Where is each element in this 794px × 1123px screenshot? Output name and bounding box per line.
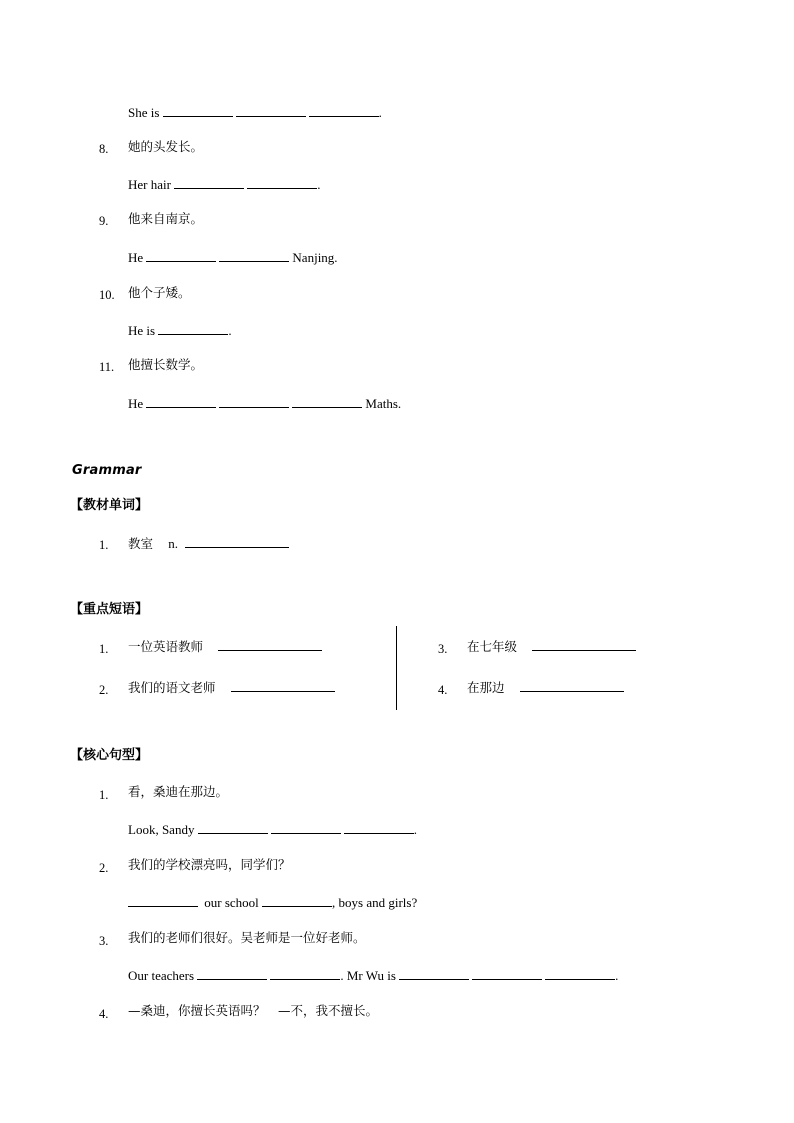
item-prompt: 他来自南京。 (128, 211, 204, 226)
answer-blank[interactable] (174, 176, 244, 189)
answer-blank[interactable] (236, 104, 306, 117)
answer-blank[interactable] (219, 249, 289, 262)
answer-blank[interactable] (198, 821, 268, 834)
answer-blank[interactable] (520, 679, 624, 692)
answer-prefix: Look, Sandy (128, 822, 195, 837)
item-prompt: 她的头发长。 (128, 139, 204, 154)
answer-suffix: Maths. (365, 396, 402, 411)
phrase-text: 在那边 (467, 680, 505, 695)
item-number: 1. (99, 538, 109, 552)
answer-blank[interactable] (271, 821, 341, 834)
answer-line-9 (128, 249, 338, 266)
answer-blank[interactable] (270, 967, 340, 980)
vocab-word: 教室 (128, 536, 154, 551)
answer-blank[interactable] (545, 967, 615, 980)
answer-blank[interactable] (219, 395, 289, 408)
answer-blank[interactable] (197, 967, 267, 980)
item-number: 2. (99, 683, 109, 697)
answer-prefix: He (128, 396, 144, 411)
item-prompt: 他擅长数学。 (128, 357, 204, 372)
answer-suffix: Nanjing. (292, 250, 338, 265)
answer-line-8 (128, 176, 320, 193)
answer-blank[interactable] (292, 395, 362, 408)
answer-blank[interactable] (146, 249, 216, 262)
answer-blank[interactable] (218, 638, 322, 651)
answer-mid: our school (204, 895, 259, 910)
item-number: 1. (99, 788, 109, 802)
item-number: 1. (99, 642, 109, 656)
phrase-text: 在七年级 (467, 639, 518, 654)
item-number: 4. (99, 1007, 109, 1021)
answer-prefix: He is (128, 323, 156, 338)
answer-mid: . Mr Wu is (340, 968, 396, 983)
heading-vocab: 【教材单词】 (70, 498, 149, 513)
phrase-line (467, 679, 627, 696)
column-divider (396, 626, 397, 710)
item-number: 11. (99, 360, 115, 374)
answer-line (128, 967, 618, 984)
answer-suffix: . (615, 968, 619, 983)
answer-blank[interactable] (158, 322, 228, 335)
item-number: 10. (99, 288, 115, 302)
item-number: 3. (438, 642, 448, 656)
answer-suffix: . (413, 822, 417, 837)
section-title-grammar: Grammar (72, 463, 142, 478)
item-number: 4. (438, 683, 448, 697)
answer-blank[interactable] (472, 967, 542, 980)
answer-blank[interactable] (247, 176, 317, 189)
answer-blank[interactable] (146, 395, 216, 408)
vocab-pos: n. (168, 536, 179, 551)
item-prompt: —桑迪，你擅长英语吗？ —不，我不擅长。 (128, 1003, 379, 1018)
vocab-line (128, 535, 292, 552)
answer-line-7 (128, 104, 382, 121)
heading-phrases: 【重点短语】 (70, 602, 149, 617)
answer-prefix: He (128, 250, 144, 265)
answer-prefix: She is (128, 105, 160, 120)
item-number: 9. (99, 214, 109, 228)
answer-suffix: . (228, 323, 232, 338)
answer-blank[interactable] (344, 821, 414, 834)
answer-suffix: . (317, 177, 321, 192)
answer-line-10 (128, 322, 232, 339)
item-prompt: 我们的学校漂亮吗，同学们？ (128, 857, 291, 872)
answer-line (128, 894, 417, 911)
item-number: 2. (99, 861, 109, 875)
answer-blank[interactable] (532, 638, 636, 651)
answer-blank[interactable] (163, 104, 233, 117)
answer-blank[interactable] (309, 104, 379, 117)
answer-blank[interactable] (399, 967, 469, 980)
answer-blank[interactable] (185, 535, 289, 548)
phrase-line (467, 638, 639, 655)
phrase-text: 一位英语教师 (128, 639, 204, 654)
item-prompt: 他个子矮。 (128, 285, 191, 300)
heading-sentences: 【核心句型】 (70, 748, 149, 763)
answer-blank[interactable] (262, 894, 332, 907)
phrase-line (128, 638, 325, 655)
answer-prefix: Her hair (128, 177, 171, 192)
item-prompt: 看，桑迪在那边。 (128, 784, 229, 799)
answer-suffix: , boys and girls? (332, 895, 418, 910)
answer-blank[interactable] (231, 679, 335, 692)
answer-blank[interactable] (128, 894, 198, 907)
item-prompt: 我们的老师们很好。吴老师是一位好老师。 (128, 930, 366, 945)
item-number: 3. (99, 934, 109, 948)
answer-prefix: Our teachers (128, 968, 195, 983)
answer-line (128, 821, 417, 838)
item-number: 8. (99, 142, 109, 156)
phrase-text: 我们的语文老师 (128, 680, 216, 695)
answer-line-11 (128, 395, 401, 412)
answer-suffix: . (378, 105, 382, 120)
phrase-line (128, 679, 338, 696)
